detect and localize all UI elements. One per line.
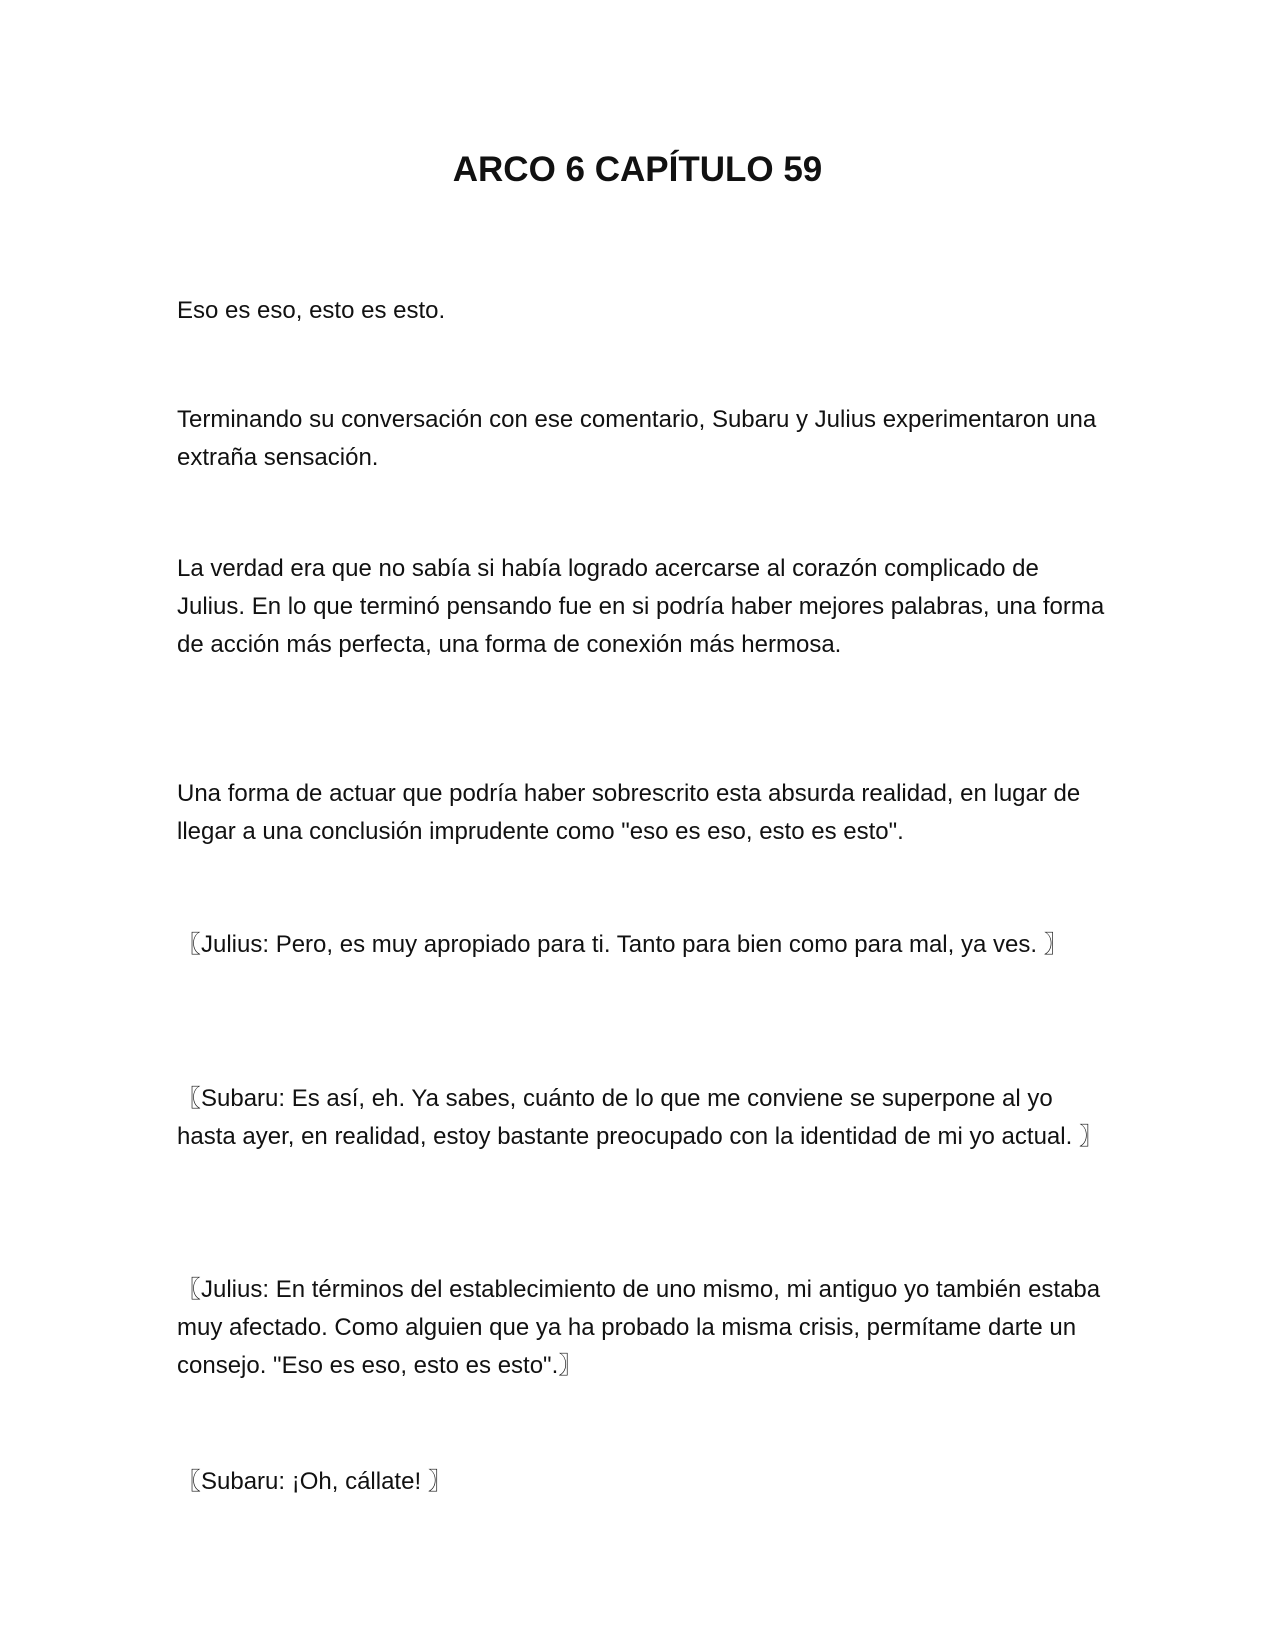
paragraph: Una forma de actuar que podría haber sobrescrito esta absurda realidad, en lugar de llegar a una conclusión imprudente como "eso es eso, esto es esto". <box>177 780 1081 845</box>
dialogue-julius: 〖Julius: Pero, es muy apropiado para ti. Tanto para bien como para mal, ya ves. 〗 <box>177 931 1068 958</box>
dialogue-julius: 〖Julius: En términos del establecimiento de uno mismo, mi antiguo yo también estaba muy afectado. Como alguien que ya ha probado la misma crisis, permítame darte un consejo. "Eso es eso, esto es esto".〗 <box>177 1276 1101 1379</box>
dialogue-subaru: 〖Subaru: ¡Oh, cállate! 〗 <box>177 1468 452 1495</box>
paragraph: La verdad era que no sabía si había logrado acercarse al corazón complicado de Julius. En lo que terminó pensando fue en si podría haber mejores palabras, una forma de acción más perfecta, una forma de conexión más hermosa. <box>177 555 1105 658</box>
dialogue-subaru: 〖Subaru: Es así, eh. Ya sabes, cuánto de lo que me conviene se superpone al yo hasta ayer, en realidad, estoy bastante preocupado con la identidad de mi yo actual. 〗 <box>177 1085 1103 1150</box>
page-title: ARCO 6 CAPÍTULO 59 <box>452 150 823 189</box>
paragraph: Terminando su conversación con ese comentario, Subaru y Julius experimentaron una extraña sensación. <box>177 406 1097 471</box>
paragraph: Eso es eso, esto es esto. <box>177 297 446 324</box>
